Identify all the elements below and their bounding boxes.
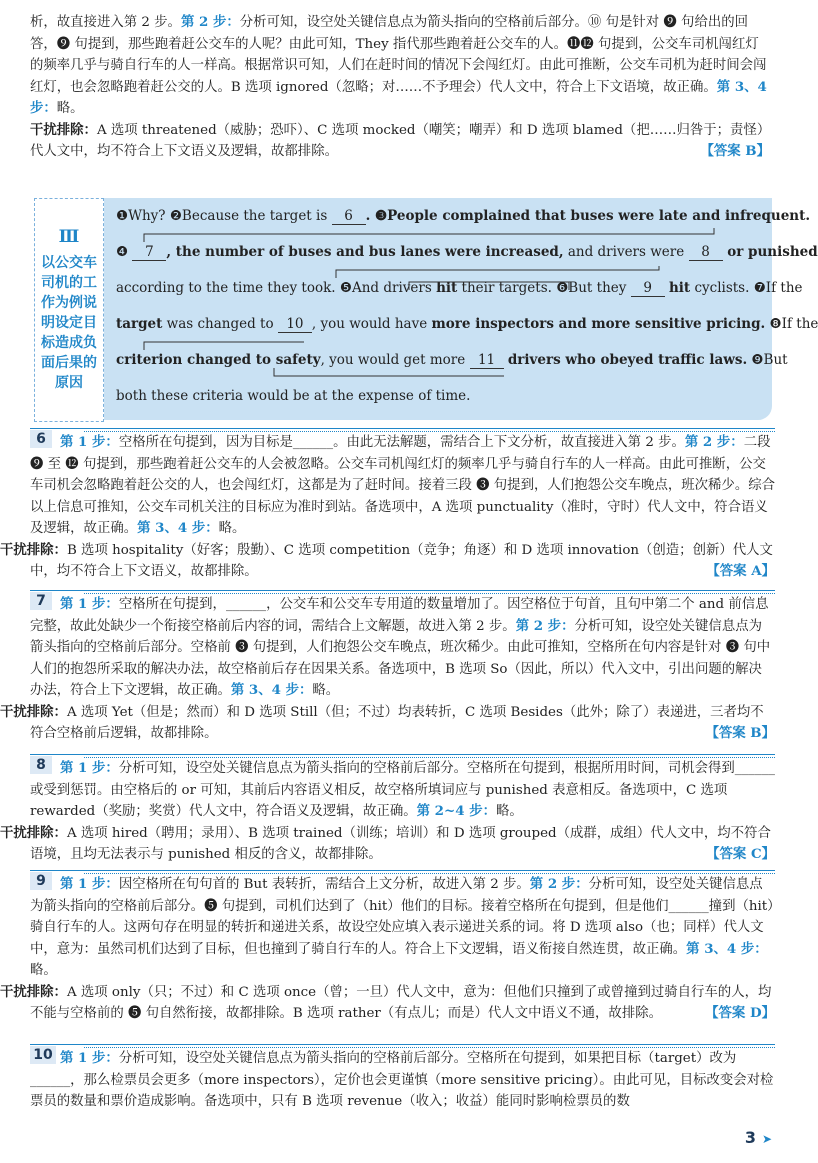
step-label: 第 2 步： bbox=[180, 14, 240, 30]
intro-text-c: 略。 bbox=[56, 101, 84, 116]
passage-line-4: target was changed to 10 , you would have more inspectors and more sensitive pricing. ❽If the bbox=[116, 316, 818, 332]
callout-sidebar bbox=[34, 198, 104, 422]
exclusion-text: A 选项 threatened（威胁；恐吓）、C 选项 mocked（嘲笑；嘲弄）和 D 选项 blamed（把……归咎于；责怪）代人文中，均不符合上下文语义及逻辑，故都排除。 bbox=[30, 122, 764, 159]
callout-passage bbox=[104, 198, 818, 420]
passage-line-1: ❶Why? ❷Because the target is 6 . ❸People complained that buses were late and infrequent. bbox=[116, 208, 811, 224]
answer-badge: 【答案 B】 bbox=[705, 725, 775, 741]
item-number: 10 bbox=[30, 1046, 56, 1064]
blank-9: 9 bbox=[631, 280, 665, 297]
blank-6: 6 bbox=[332, 208, 366, 225]
arrow-overlay bbox=[104, 198, 772, 420]
answer-badge: 【答案 D】 bbox=[705, 1005, 775, 1021]
intro-paragraph bbox=[30, 12, 770, 163]
item-10 bbox=[30, 1044, 775, 1134]
answer-badge: 【答案 A】 bbox=[706, 563, 775, 579]
item-8 bbox=[0, 754, 775, 866]
answer-badge: 【答案 B】 bbox=[700, 143, 770, 159]
item-7-text: 第 1 步：空格所在句提到，______，公交车和公交车专用道的数量增加了。因空格位于句首，且句中第二个 and 前信息完整，故此处缺少一个衔接空格前后内容的词，需结合上文解题，故进入第 2 步。第 2 步：分析可知，设空处关键信息点为箭头指向的空格前后部分。空格前 ❸ 句提到，人们抱怨公交车晚点，班次稀少。由此可推知，空格所在句内容是针对 ❸ 句中人们的抱怨所采取的解决办法，故空格前后存在因果关系。备选项中，B 选项 So（因此，所以）代入文中，引出问题的解决办法，符合上下文逻辑，故正确。第 3、4 步：略。 干扰排除：A 选项 Yet（但是；然而）和 D 选项 Still（但；不过）均表转折，C 选项 Besides（此外；除了）表递进，三者均不符合空格前后逻辑，故都排除。 【答案 B】 bbox=[30, 594, 775, 745]
item-number: 7 bbox=[30, 592, 52, 610]
item-8-text: 第 1 步：分析可知，设空处关键信息点为箭头指向的空格前后部分。空格所在句提到，根据所用时间，司机会得到______或受到惩罚。由空格后的 or 可知，其前后内容语义相反，故空格所填词应与 punished 表意相反。备选项中，C 选项 rewarded（奖励；奖赏）代人文中，符合语义及逻辑，故正确。第 2~4 步：略。 干扰排除：A 选项 hired（聘用；录用）、B 选项 trained（训练；培训）和 D 选项 grouped（成群，成组）代人文中，均不符合语境，且均无法表示与 punished 相反的含义，故都排除。 【答案 C】 bbox=[30, 758, 775, 866]
passage-line-5: criterion changed to safety, you would get more 11 drivers who obeyed traffic laws. ❾But bbox=[116, 352, 788, 368]
item-6 bbox=[0, 428, 775, 586]
arrow-9 bbox=[409, 282, 569, 290]
passage-line-2: ❹ 7 , the number of buses and bus lanes were increased, and drivers were 8 or punished bbox=[116, 244, 818, 260]
item-6-text: 第 1 步：空格所在句提到，因为目标是______。由此无法解题，需结合上下文分析，故直接进入第 2 步。第 2 步：二段 ❾ 至 ⓬ 句提到，那些跑着赶公交车的人会被忽略。公交车司机闯红灯的频率几乎与骑自行车的人一样高。由此可推断，公交车司机会忽略跑着赶公交的人，也会闯红灯，这都是为了赶时间。接着三段 ❸ 句提到，人们抱怨公交车晚点，班次稀少。综合以上信息可推知，公交车司机关注的目标应为准时到站。备选项中，A 选项 punctuality（准时，守时）代人文中，符合语义及逻辑，故正确。第 3、4 步：略。 干扰排除：B 选项 hospitality（好客；殷勤）、C 选项 competition（竞争；角逐）和 D 选项 innovation（创造；创新）代人文中，均不符合上下文语义，故都排除。 【答案 A】 bbox=[30, 432, 775, 583]
blank-8: 8 bbox=[689, 244, 723, 261]
intro-text-b: 分析可知，设空处关键信息点为箭头指向的空格前后部分。⑩ 句是针对 ❾ 句给出的回答，❾ 句提到，那些跑着赶公交车的人呢？由此可知，They 指代那些跑着赶公交车的人。⓫⓬ 句提到，公交车司机闯红灯的频率几乎与骑自行车的人一样高。根据常识可知，人们在赶时间的情况下会闯红灯。由此可推断，公交车司机为赶时间会闯红灯，也会忽略跑着赶公交的人。B 选项 ignored（忽略；对……不予理会）代人文中，符合上下文语境，故正确。 bbox=[30, 15, 767, 95]
item-10-text: 第 1 步：分析可知，设空处关键信息点为箭头指向的空格前后部分。空格所在句提到，如果把目标（target）改为______，那么检票员会更多（more inspectors），定价也会更谨慎（more sensitive pricing）。由此可见，目标改变会对检票员的数量和票价造成影响。备选项中，只有 B 选项 revenue（收入；收益）能同时影响检票员的数 bbox=[30, 1050, 774, 1109]
blank-7: 7 bbox=[132, 244, 166, 261]
passage-line-6: both these criteria would be at the expense of time. bbox=[116, 388, 471, 404]
item-7 bbox=[0, 590, 775, 748]
arrow-6-7 bbox=[144, 228, 714, 242]
book-icon: ➤ bbox=[761, 1132, 772, 1146]
item-number: 9 bbox=[30, 872, 52, 890]
passage-line-3: according to the time they took. ❺And drivers hit their targets. ❻But they 9 hit cyclists. ❼If the bbox=[116, 280, 803, 296]
exclusion-label: 干扰排除： bbox=[30, 121, 97, 138]
item-9 bbox=[0, 870, 775, 1040]
item-9-text: 第 1 步：因空格所在句句首的 But 表转折，需结合上文分析，故进入第 2 步。第 2 步：分析可知，设空处关键信息点为箭头指向的空格前后部分。❺ 句提到，司机们达到了（hit）他们的目标。接着空格所在句提到，但是他们______撞到（hit）骑自行车的人。这两句存在明显的转折和递进关系，故设空处应填入表示递进关系的词。将 D 选项 also（也；同样）代人文中，意为：虽然司机们达到了目标，但也撞到了骑自行车的人。符合上下文逻辑，语义衔接自然连贯，故正确。第 3、4 步：略。 干扰排除：A 选项 only（只；不过）和 C 选项 once（曾；一旦）代人文中，意为：但他们只撞到了或曾撞到过骑自行车的人，均不能与空格前的 ❺ 句自然衔接，故都排除。B 选项 rather（有点儿；而是）代人文中语义不通，故排除。 【答案 D】 bbox=[30, 874, 775, 1025]
answer-badge: 【答案 C】 bbox=[706, 846, 775, 862]
arrow-target bbox=[144, 342, 304, 350]
page-number: 3 bbox=[744, 1128, 756, 1147]
arrow-11 bbox=[274, 368, 504, 376]
arrow-8 bbox=[336, 266, 659, 278]
blank-10: 10 bbox=[278, 316, 312, 333]
section-summary: 以公交车司机的工作为例说明设定目标造成负面后果的原因 bbox=[41, 255, 97, 391]
intro-text-a: 析，故直接进入第 2 步。 bbox=[30, 15, 181, 30]
item-number: 8 bbox=[30, 756, 52, 774]
step-label: 第 3、4 步： bbox=[30, 78, 767, 116]
blank-11: 11 bbox=[470, 352, 504, 369]
section-roman-numeral: Ⅲ bbox=[58, 227, 80, 247]
item-number: 6 bbox=[30, 430, 52, 448]
